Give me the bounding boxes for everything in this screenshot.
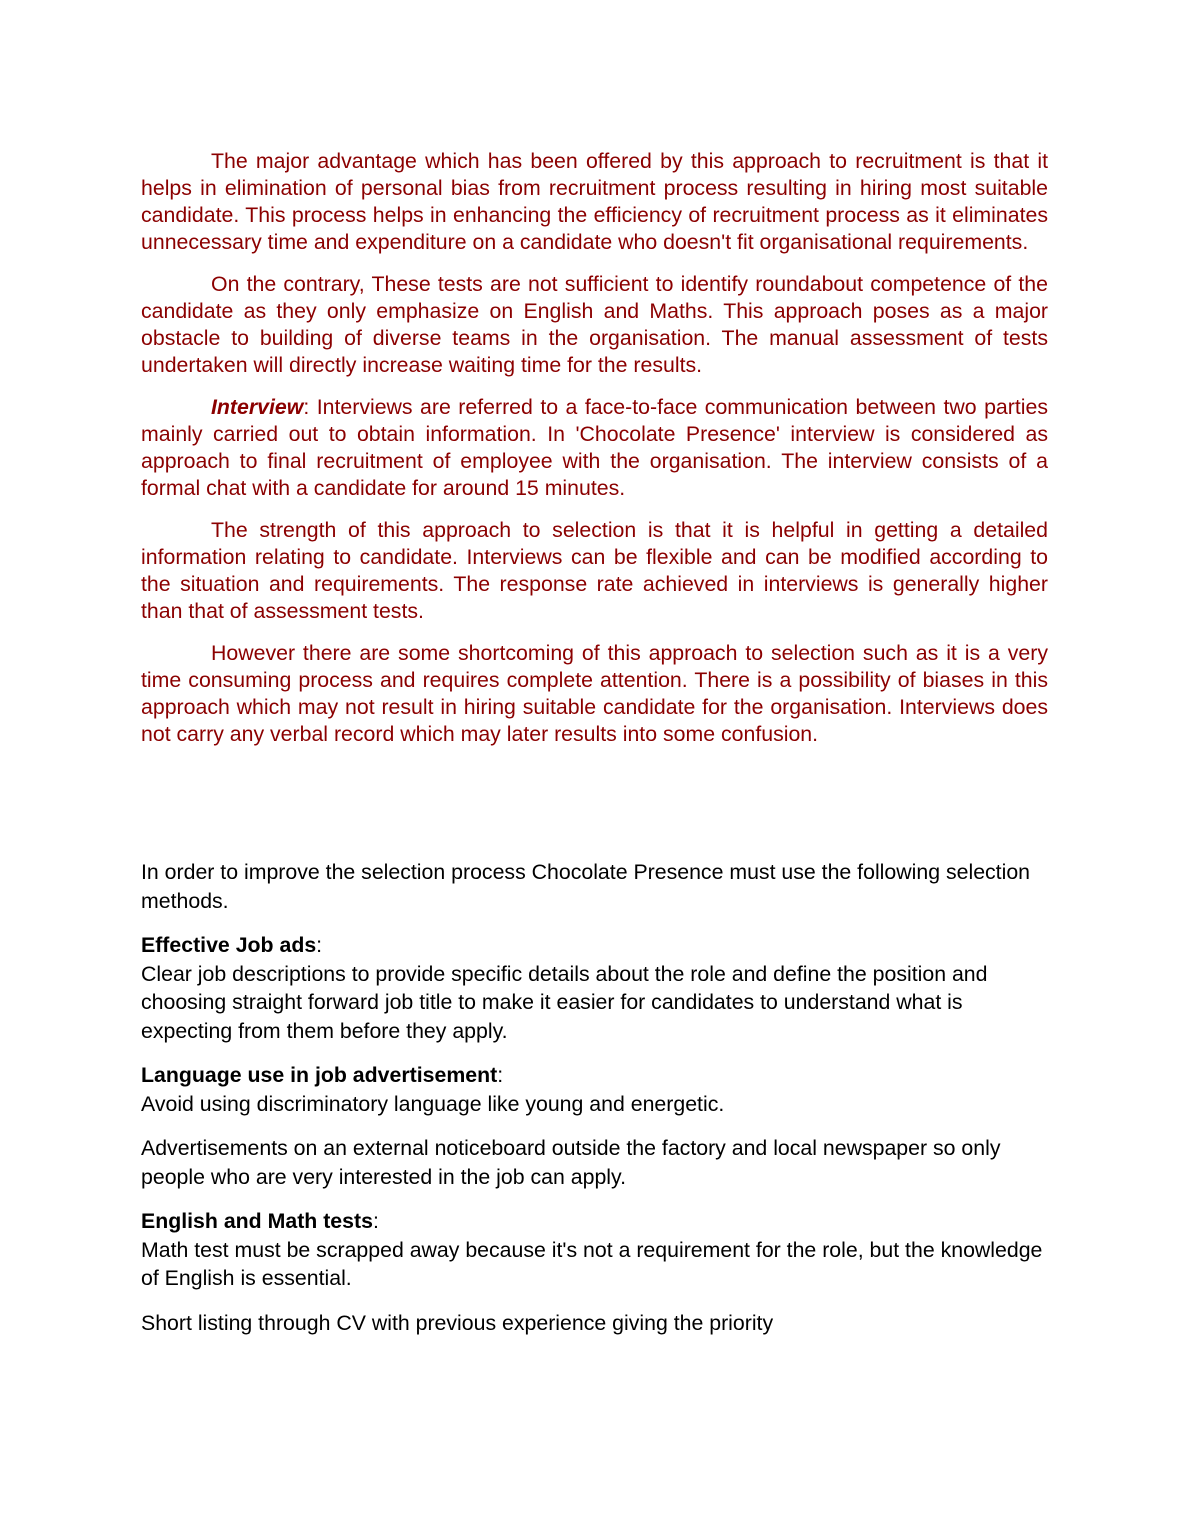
language-block [141,1061,1048,1118]
paragraph-interview [141,394,1048,502]
tests-block [141,1207,1048,1293]
shortlisting-paragraph: Short listing through CV with previous experience giving the priority [141,1310,774,1335]
tests-heading: English and Math tests [141,1209,373,1233]
job-ads-colon: : [316,933,323,957]
recommendations-intro: In order to improve the selection process Chocolate Presence must use the following selection methods. [141,860,1031,913]
paragraph-advantage: The major advantage which has been offered by this approach to recruitment is that it helps in elimination of personal bias from recruitment process resulting in hiring most suitable candidate. This process helps in enhancing the efficiency of recruitment process as it eliminates unnecessary time and expenditure on a candidate who doesn't fit organisational requirements. [141,149,1048,254]
language-colon: : [497,1063,504,1087]
paragraph-disadvantage: On the contrary, These tests are not sufficient to identify roundabout competence of the candidate as they only emphasize on English and Maths. This approach poses as a major obstacle to building of diverse teams in the organisation. The manual assessment of tests undertaken will directly increase waiting time for the results. [141,272,1048,377]
paragraph-interview-shortcoming: However there are some shortcoming of this approach to selection such as it is a very time consuming process and requires complete attention. There is a possibility of biases in this approach which may not result in hiring suitable candidate for the organisation. Interviews does not carry any verbal record which may later results into some confusion. [141,641,1048,746]
advertisements-paragraph: Advertisements on an external noticeboard outside the factory and local newspaper so only people who are very interested in the job can apply. [141,1136,1001,1189]
recommendations-section [141,858,1048,1353]
interview-label: Interview [211,395,304,419]
language-heading: Language use in job advertisement [141,1063,498,1087]
tests-text: Math test must be scrapped away because it's not a requirement for the role, but the knowledge of English is essential. [141,1237,1043,1290]
paragraph-interview-strength: The strength of this approach to selection is that it is helpful in getting a detailed information relating to candidate. Interviews can be flexible and can be modified according to the situation and requirements. The response rate achieved in interviews is generally higher than that of assessment tests. [141,518,1048,623]
language-text: Avoid using discriminatory language like young and energetic. [141,1091,725,1116]
red-text-section [141,148,1048,763]
job-ads-text: Clear job descriptions to provide specific details about the role and define the position and choosing straight forward job title to make it easier for candidates to understand what is expecting from them before they apply. [141,961,988,1043]
job-ads-heading: Effective Job ads [141,933,317,957]
tests-colon: : [372,1209,379,1233]
job-ads-block [141,931,1048,1045]
interview-text: : Interviews are referred to a face-to-face communication between two parties mainly carried out to obtain information. In 'Chocolate Presence' interview is considered as approach to final recruitment of employee with the organisation. The interview consists of a formal chat with a candidate for around 15 minutes. [141,395,1048,500]
